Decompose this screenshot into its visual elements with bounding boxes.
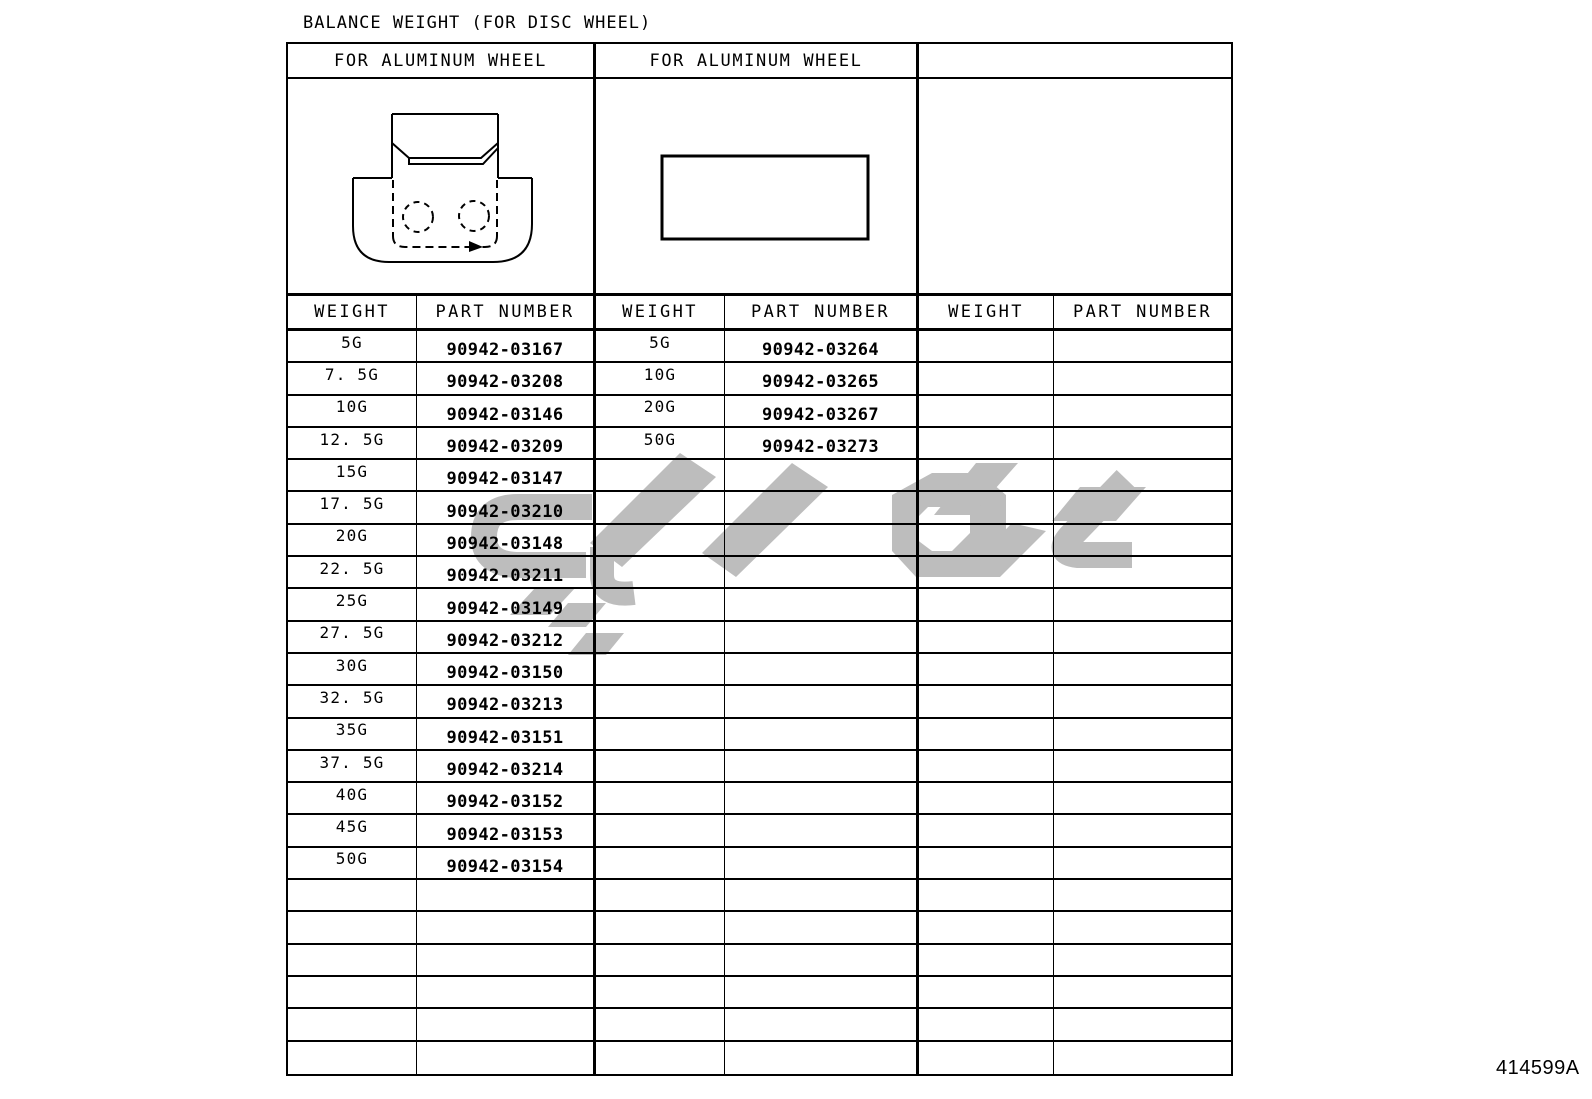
weight-cell [288, 363, 417, 395]
weight-cell [596, 428, 725, 460]
part-number-value: 90942-03214 [446, 760, 564, 780]
part-number-cell [1054, 783, 1231, 815]
part-number-value: 90942-03265 [762, 372, 879, 393]
weight-cell [288, 492, 417, 524]
part-number-cell [725, 880, 919, 912]
weight-cell [919, 751, 1054, 783]
part-number-cell [1054, 912, 1231, 944]
part-number-cell [725, 525, 919, 557]
part-number-value: 90942-03211 [446, 566, 564, 587]
weight-value: 12. 5G [319, 429, 385, 449]
part-number-cell [417, 880, 596, 912]
column-header-label: WEIGHT [948, 302, 1024, 322]
part-number-cell [725, 977, 919, 1009]
column-header-weight [596, 296, 725, 331]
clip-on-weight-drawing [345, 100, 535, 272]
weight-cell [919, 396, 1054, 428]
part-number-cell [417, 783, 596, 815]
weight-cell [919, 492, 1054, 524]
part-number-cell [417, 751, 596, 783]
part-number-value: 90942-03150 [446, 663, 564, 684]
part-number-cell [725, 719, 919, 751]
part-number-cell [417, 428, 596, 460]
figure-code: 414599A [1496, 1057, 1580, 1079]
part-number-cell [725, 815, 919, 847]
weight-cell [288, 945, 417, 977]
weight-value: 30G [335, 655, 369, 675]
column-header-label: WEIGHT [622, 302, 698, 322]
group-header-aluminum-wheel-2 [596, 44, 919, 79]
weight-cell [919, 1009, 1054, 1041]
part-number-cell [417, 589, 596, 621]
part-number-value: 90942-03264 [762, 340, 879, 361]
part-number-value: 90942-03212 [446, 630, 564, 651]
weight-value: 20G [643, 397, 677, 417]
part-number-cell [417, 525, 596, 557]
part-number-cell [417, 912, 596, 944]
weight-cell [596, 719, 725, 751]
weight-cell [288, 1009, 417, 1041]
part-number-value: 90942-03152 [446, 792, 564, 813]
column-header-label: PART NUMBER [751, 302, 890, 322]
part-number-cell [725, 686, 919, 718]
weight-value: 50G [335, 849, 369, 869]
column-header-part-number [1054, 296, 1231, 331]
weight-cell [596, 880, 725, 912]
part-number-cell [1054, 525, 1231, 557]
part-number-cell [417, 654, 596, 686]
part-number-value: 90942-03213 [446, 695, 564, 716]
weight-cell [288, 783, 417, 815]
part-number-cell [417, 363, 596, 395]
part-number-cell [725, 848, 919, 880]
weight-cell [596, 622, 725, 654]
weight-cell [596, 363, 725, 395]
column-header-part-number [725, 296, 919, 331]
weight-cell [919, 557, 1054, 589]
weight-value: 10G [335, 397, 369, 417]
column-header-label: PART NUMBER [435, 302, 575, 322]
column-header-label: WEIGHT [314, 302, 390, 322]
part-number-cell [1054, 622, 1231, 654]
part-number-cell [725, 460, 919, 492]
part-number-cell [725, 912, 919, 944]
weight-value: 35G [335, 720, 369, 740]
weight-cell [288, 622, 417, 654]
part-number-cell [725, 622, 919, 654]
weight-cell [596, 945, 725, 977]
part-number-cell [725, 589, 919, 621]
column-header-weight [288, 296, 417, 331]
part-number-cell [417, 396, 596, 428]
weight-cell [596, 783, 725, 815]
part-number-cell [725, 783, 919, 815]
weight-cell [919, 460, 1054, 492]
weight-cell [919, 945, 1054, 977]
weight-cell [288, 589, 417, 621]
weight-value: 22. 5G [319, 558, 385, 578]
part-number-cell [417, 945, 596, 977]
part-number-value: 90942-03154 [446, 856, 564, 877]
part-number-cell [417, 1009, 596, 1041]
part-number-value: 90942-03167 [446, 340, 564, 361]
weight-value: 25G [335, 591, 369, 611]
weight-cell [596, 460, 725, 492]
weight-cell [596, 1042, 725, 1074]
illustration-cell-empty [919, 79, 1231, 296]
part-number-cell [417, 1042, 596, 1074]
group-header-empty [919, 44, 1231, 79]
part-number-cell [725, 492, 919, 524]
part-number-value: 90942-03208 [446, 372, 564, 393]
adhesive-weight-drawing [659, 153, 871, 242]
part-number-cell [725, 945, 919, 977]
weight-cell [919, 1042, 1054, 1074]
weight-cell [919, 783, 1054, 815]
part-number-cell [417, 686, 596, 718]
part-number-cell [1054, 1042, 1231, 1074]
part-number-value: 90942-03149 [446, 598, 564, 619]
weight-value: 27. 5G [319, 623, 385, 643]
weight-cell [919, 686, 1054, 718]
part-number-value: 90942-03148 [446, 533, 564, 554]
part-number-cell [417, 622, 596, 654]
part-number-cell [1054, 880, 1231, 912]
part-number-cell [417, 815, 596, 847]
weight-cell [288, 912, 417, 944]
part-number-cell [417, 492, 596, 524]
weight-cell [288, 654, 417, 686]
weight-value: 7. 5G [324, 364, 380, 384]
part-number-cell [725, 1009, 919, 1041]
part-number-cell [417, 331, 596, 363]
part-number-value: 90942-03147 [446, 469, 564, 490]
part-number-cell [1054, 977, 1231, 1009]
weight-cell [596, 686, 725, 718]
part-number-cell [1054, 396, 1231, 428]
weight-value: 5G [649, 332, 671, 352]
part-number-cell [417, 460, 596, 492]
weight-cell [288, 525, 417, 557]
group-header-label: FOR ALUMINUM WHEEL [649, 50, 863, 71]
part-number-value: 90942-03267 [762, 404, 879, 425]
weight-cell [919, 880, 1054, 912]
part-number-value: 90942-03153 [446, 824, 564, 845]
weight-cell [288, 460, 417, 492]
weight-cell [596, 589, 725, 621]
column-header-label: PART NUMBER [1073, 302, 1212, 322]
weight-value: 32. 5G [319, 687, 385, 707]
illustration-cell-1 [288, 79, 596, 296]
part-number-cell [725, 1042, 919, 1074]
weight-cell [288, 719, 417, 751]
weight-cell [288, 848, 417, 880]
column-header-part-number [417, 296, 596, 331]
weight-cell [288, 331, 417, 363]
weight-value: 40G [335, 784, 369, 804]
weight-cell [919, 525, 1054, 557]
part-number-cell [1054, 848, 1231, 880]
weight-cell [288, 815, 417, 847]
part-number-value: 90942-03146 [446, 404, 564, 425]
part-number-cell [417, 848, 596, 880]
part-number-cell [1054, 363, 1231, 395]
group-header-aluminum-wheel-1 [288, 44, 596, 79]
part-number-cell [1054, 428, 1231, 460]
weight-cell [288, 880, 417, 912]
part-number-cell [725, 557, 919, 589]
part-number-cell [725, 331, 919, 363]
weight-cell [596, 977, 725, 1009]
part-number-cell [725, 396, 919, 428]
weight-cell [288, 751, 417, 783]
part-number-cell [725, 428, 919, 460]
illustration-cell-2 [596, 79, 919, 296]
weight-value: 10G [643, 364, 677, 384]
weight-value: 5G [341, 332, 363, 352]
weight-value: 45G [335, 817, 369, 837]
weight-cell [288, 428, 417, 460]
part-number-cell [1054, 654, 1231, 686]
part-number-cell [725, 363, 919, 395]
weight-cell [596, 815, 725, 847]
part-number-value: 90942-03210 [446, 501, 564, 522]
weight-cell [596, 654, 725, 686]
weight-cell [919, 815, 1054, 847]
column-header-weight [919, 296, 1054, 331]
part-number-cell [1054, 686, 1231, 718]
part-number-cell [1054, 751, 1231, 783]
group-header-label: FOR ALUMINUM WHEEL [333, 50, 548, 71]
part-number-value: 90942-03273 [762, 437, 879, 458]
weight-cell [919, 912, 1054, 944]
part-number-cell [1054, 460, 1231, 492]
weight-cell [596, 331, 725, 363]
weight-cell [919, 331, 1054, 363]
weight-cell [919, 589, 1054, 621]
part-number-cell [1054, 557, 1231, 589]
weight-cell [288, 557, 417, 589]
weight-cell [596, 396, 725, 428]
weight-cell [919, 977, 1054, 1009]
part-number-cell [1054, 719, 1231, 751]
part-number-cell [1054, 589, 1231, 621]
weight-cell [919, 654, 1054, 686]
part-number-cell [1054, 331, 1231, 363]
weight-cell [288, 686, 417, 718]
part-number-cell [1054, 945, 1231, 977]
weight-cell [919, 719, 1054, 751]
page-title: BALANCE WEIGHT (FOR DISC WHEEL) [303, 13, 652, 33]
weight-cell [596, 525, 725, 557]
weight-cell [596, 1009, 725, 1041]
part-number-value: 90942-03151 [446, 727, 564, 748]
part-number-cell [1054, 815, 1231, 847]
part-number-cell [1054, 492, 1231, 524]
weight-cell [596, 912, 725, 944]
weight-value: 37. 5G [319, 752, 385, 772]
part-number-cell [417, 977, 596, 1009]
part-number-cell [417, 719, 596, 751]
weight-cell [288, 396, 417, 428]
weight-cell [919, 363, 1054, 395]
parts-table [286, 42, 1233, 1076]
weight-cell [919, 848, 1054, 880]
weight-cell [596, 492, 725, 524]
weight-cell [919, 622, 1054, 654]
weight-cell [596, 751, 725, 783]
weight-cell [596, 557, 725, 589]
weight-value: 50G [643, 429, 677, 449]
weight-cell [288, 977, 417, 1009]
part-number-cell [1054, 1009, 1231, 1041]
part-number-value: 90942-03209 [446, 437, 564, 458]
weight-value: 15G [335, 461, 369, 481]
weight-cell [288, 1042, 417, 1074]
part-number-cell [725, 751, 919, 783]
part-number-cell [417, 557, 596, 589]
weight-cell [919, 428, 1054, 460]
weight-cell [596, 848, 725, 880]
weight-value: 17. 5G [319, 494, 385, 514]
weight-value: 20G [335, 526, 369, 546]
part-number-cell [725, 654, 919, 686]
